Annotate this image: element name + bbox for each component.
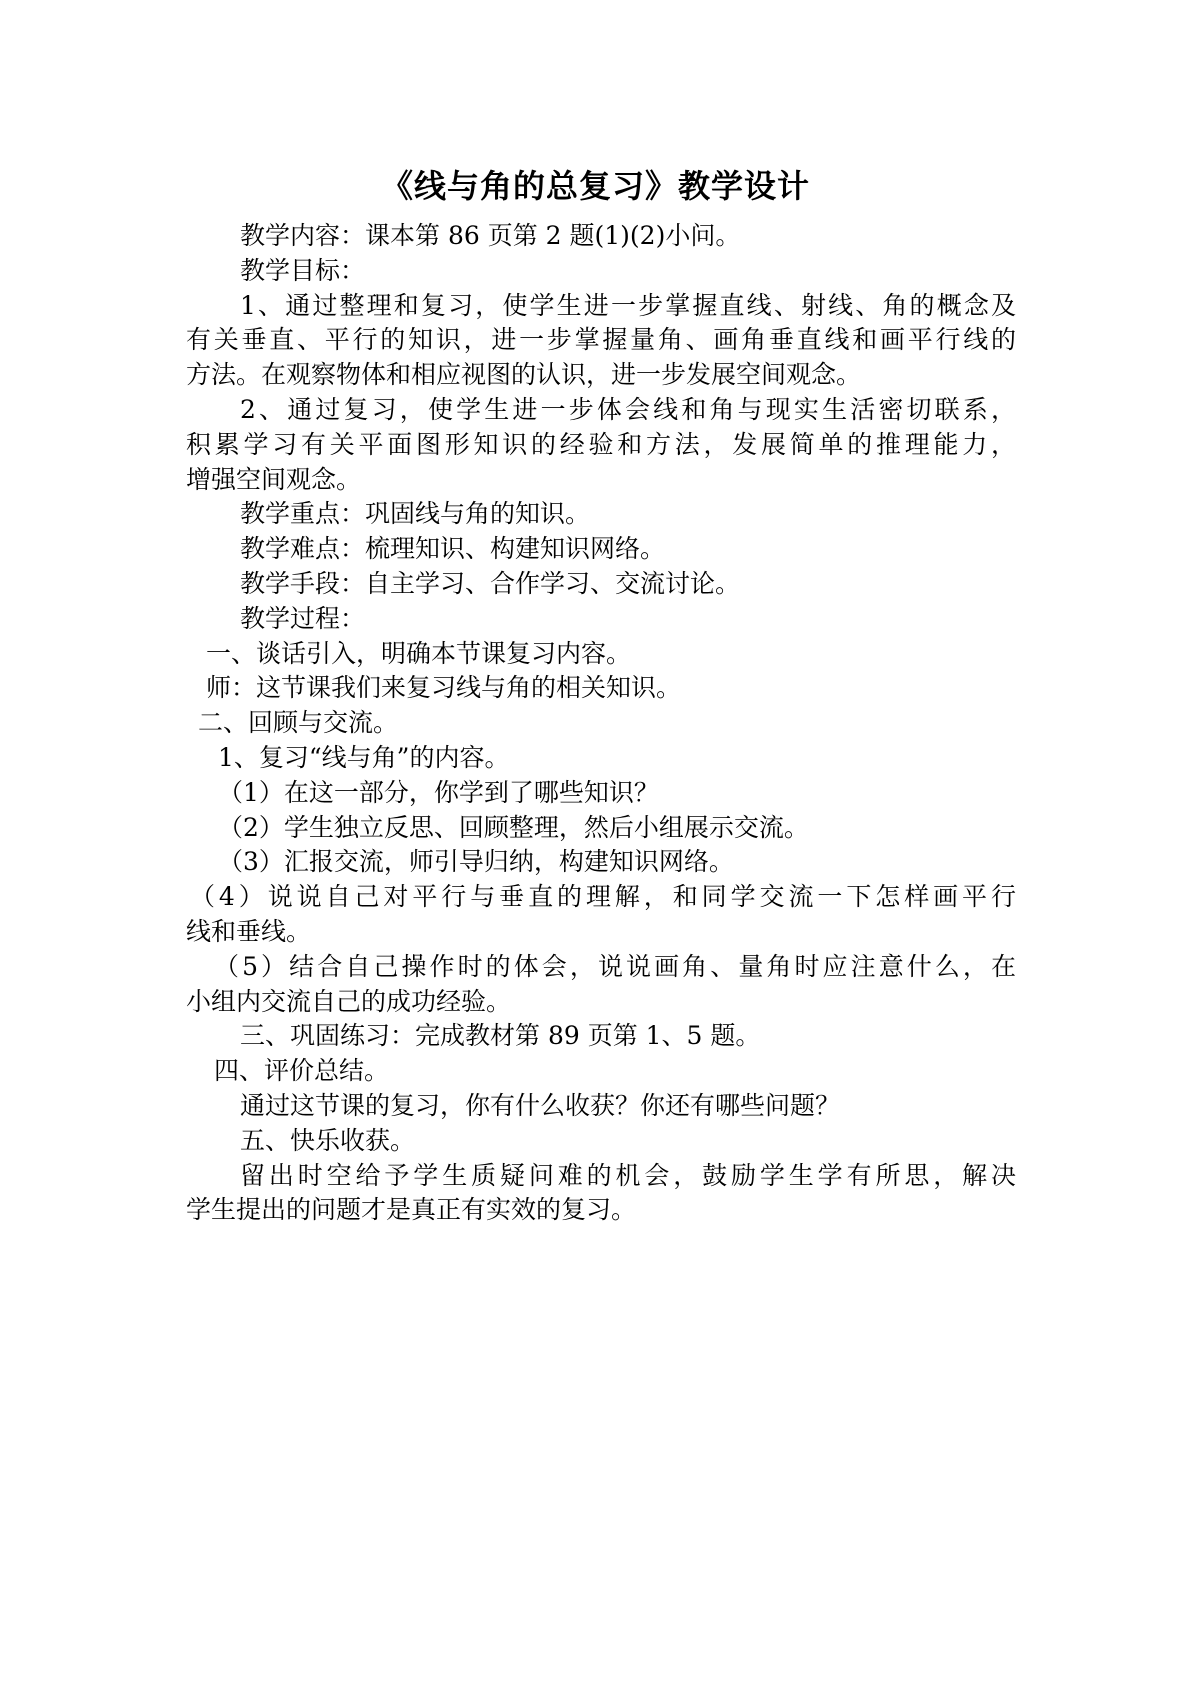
- section-1-heading: 一、谈话引入，明确本节课复习内容。: [206, 638, 632, 668]
- teacher-line: 师：这节课我们来复习线与角的相关知识。: [206, 673, 682, 703]
- teaching-goals-heading: 教学目标：: [240, 255, 366, 285]
- teaching-means-line: 教学手段：自主学习、合作学习、交流讨论。: [240, 568, 741, 598]
- section-2-heading: 二、回顾与交流。: [198, 708, 399, 738]
- teaching-content-line: 教学内容：课本第 86 页第 2 题(1)(2)小问。: [240, 221, 741, 250]
- teaching-difficulty-line: 教学难点：梳理知识、构建知识网络。: [240, 534, 666, 564]
- section-3-line: 三、巩固练习：完成教材第 89 页第 1、5 题。: [240, 1021, 761, 1051]
- section-5-heading: 五、快乐收获。: [240, 1125, 416, 1155]
- goal-2-line-3: 增强空间观念。: [186, 464, 362, 494]
- review-item-1: 1、复习“线与角”的内容。: [218, 742, 510, 772]
- closing-line-1: 留出时空给予学生质疑问难的机会，鼓励学生学有所思，解决: [240, 1160, 1016, 1190]
- summary-question-line: 通过这节课的复习，你有什么收获？你还有哪些问题？: [240, 1090, 841, 1120]
- goal-2-line-2: 积累学习有关平面图形知识的经验和方法，发展简单的推理能力，: [186, 429, 1016, 459]
- section-4-heading: 四、评价总结。: [214, 1056, 390, 1086]
- goal-1-line-1: 1、通过整理和复习，使学生进一步掌握直线、射线、角的概念及: [240, 290, 1016, 320]
- review-sub-1: （1）在这一部分，你学到了哪些知识？: [218, 777, 659, 807]
- review-sub-5-line-2: 小组内交流自己的成功经验。: [186, 986, 512, 1016]
- review-sub-2: （2）学生独立反思、回顾整理，然后小组展示交流。: [218, 812, 809, 842]
- document-body: [186, 219, 1016, 1228]
- document-title: 《线与角的总复习》教学设计: [380, 167, 810, 205]
- review-sub-3: （3）汇报交流，师引导归纳，构建知识网络。: [218, 847, 734, 877]
- teaching-focus-line: 教学重点：巩固线与角的知识。: [240, 499, 591, 529]
- teaching-process-heading: 教学过程：: [240, 603, 366, 633]
- goal-1-line-2: 有关垂直、平行的知识，进一步掌握量角、画角垂直线和画平行线的: [186, 325, 1016, 355]
- review-sub-4-line-1: （4）说说自己对平行与垂直的理解，和同学交流一下怎样画平行: [190, 882, 1016, 912]
- review-sub-5-line-1: （5）结合自己操作时的体会，说说画角、量角时应注意什么，在: [214, 951, 1016, 981]
- goal-1-line-3: 方法。在观察物体和相应视图的认识，进一步发展空间观念。: [186, 360, 862, 390]
- goal-2-line-1: 2、通过复习，使学生进一步体会线和角与现实生活密切联系，: [240, 394, 1016, 424]
- closing-line-2: 学生提出的问题才是真正有实效的复习。: [186, 1195, 637, 1225]
- review-sub-4-line-2: 线和垂线。: [186, 916, 312, 946]
